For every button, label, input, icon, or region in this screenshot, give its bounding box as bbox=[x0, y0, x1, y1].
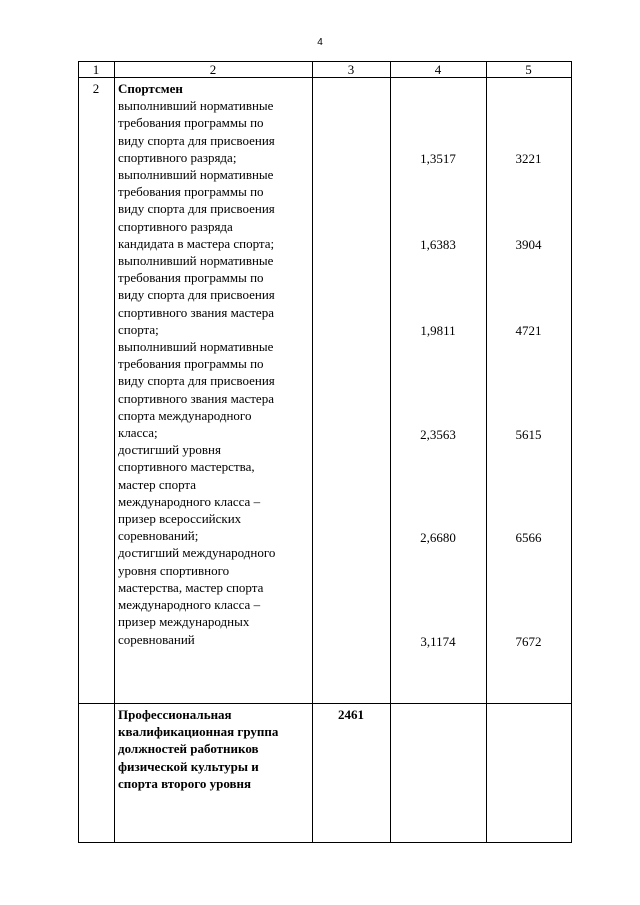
athlete-line: соревнований; bbox=[118, 528, 199, 544]
athlete-line: спортивного разряда bbox=[118, 218, 233, 234]
coefficient-value: 1,9811 bbox=[420, 323, 456, 338]
amount-value: 5615 bbox=[515, 427, 542, 442]
athlete-line: требования программы по bbox=[118, 356, 264, 372]
athlete-line: спорта; bbox=[118, 321, 159, 337]
athlete-title: Спортсмен bbox=[118, 81, 183, 96]
column-line-left bbox=[78, 61, 79, 843]
athlete-line: спортивного мастерства, bbox=[118, 459, 255, 475]
athlete-line: соревнований bbox=[118, 631, 195, 647]
column-line-3-4 bbox=[390, 61, 391, 843]
athlete-line: призер всероссийских bbox=[118, 511, 242, 527]
column-line-4-5 bbox=[486, 61, 487, 843]
qualification-group-line: должностей работников bbox=[118, 741, 259, 757]
athlete-line: требования программы по bbox=[118, 270, 264, 286]
athlete-line: выполнивший нормативные bbox=[118, 339, 274, 355]
athlete-cell bbox=[118, 80, 310, 648]
header-col-3: 3 bbox=[347, 62, 355, 77]
qualification-group-line: Профессиональная bbox=[118, 707, 232, 722]
athlete-line: выполнивший нормативные bbox=[118, 98, 274, 114]
athlete-line: достигший международного bbox=[118, 545, 276, 561]
header-col-2: 2 bbox=[209, 62, 217, 77]
athlete-line: класса; bbox=[118, 425, 158, 441]
salary-value: 2461 bbox=[338, 707, 364, 722]
athlete-line: требования программы по bbox=[118, 115, 264, 131]
athlete-line: выполнивший нормативные bbox=[118, 253, 274, 269]
athlete-line: международного класса – bbox=[118, 493, 261, 509]
athlete-line: выполнивший нормативные bbox=[118, 167, 274, 183]
athlete-line: спортивного разряда; bbox=[118, 149, 237, 165]
header-col-1: 1 bbox=[92, 62, 100, 77]
athlete-line: достигший уровня bbox=[118, 442, 221, 458]
athlete-line: спортивного звания мастера bbox=[118, 304, 274, 320]
column-line-right bbox=[571, 61, 572, 843]
coefficient-value: 2,6680 bbox=[420, 530, 456, 545]
athlete-line: мастер спорта bbox=[118, 476, 197, 492]
athlete-line: виду спорта для присвоения bbox=[118, 201, 275, 217]
athlete-line: виду спорта для присвоения bbox=[118, 373, 275, 389]
athlete-line: виду спорта для присвоения bbox=[118, 132, 275, 148]
amount-value: 3221 bbox=[515, 151, 542, 166]
athlete-line: мастерства, мастер спорта bbox=[118, 579, 264, 595]
header-divider bbox=[78, 77, 572, 78]
qualification-group-line: физической культуры и bbox=[118, 758, 259, 774]
athlete-line: кандидата в мастера спорта; bbox=[118, 235, 275, 251]
amount-value: 6566 bbox=[515, 530, 542, 545]
page-number: 4 bbox=[317, 37, 323, 48]
coefficient-value: 2,3563 bbox=[420, 427, 456, 442]
athlete-line: виду спорта для присвоения bbox=[118, 287, 275, 303]
row-number: 2 bbox=[92, 81, 100, 96]
qualification-group-line: спорта второго уровня bbox=[118, 775, 252, 791]
column-line-1-2 bbox=[114, 61, 115, 843]
header-col-4: 4 bbox=[434, 62, 442, 77]
athlete-line: международного класса – bbox=[118, 597, 261, 613]
row-divider bbox=[78, 703, 572, 704]
athlete-line: спорта международного bbox=[118, 407, 252, 423]
amount-value: 3904 bbox=[515, 237, 542, 252]
header-col-5: 5 bbox=[525, 62, 532, 77]
athlete-line: спортивного звания мастера bbox=[118, 390, 274, 406]
coefficient-value: 1,3517 bbox=[420, 151, 456, 166]
coefficient-value: 1,6383 bbox=[420, 237, 456, 252]
athlete-line: призер международных bbox=[118, 614, 250, 630]
table-border-bottom bbox=[78, 842, 572, 843]
athlete-line: уровня спортивного bbox=[118, 562, 230, 578]
coefficient-value: 3,1174 bbox=[420, 634, 456, 649]
qualification-group-cell bbox=[118, 706, 310, 792]
qualification-group-line: квалификационная группа bbox=[118, 724, 279, 740]
athlete-line: требования программы по bbox=[118, 184, 264, 200]
amount-value: 7672 bbox=[515, 634, 542, 649]
amount-value: 4721 bbox=[515, 323, 542, 338]
column-line-2-3 bbox=[312, 61, 313, 843]
